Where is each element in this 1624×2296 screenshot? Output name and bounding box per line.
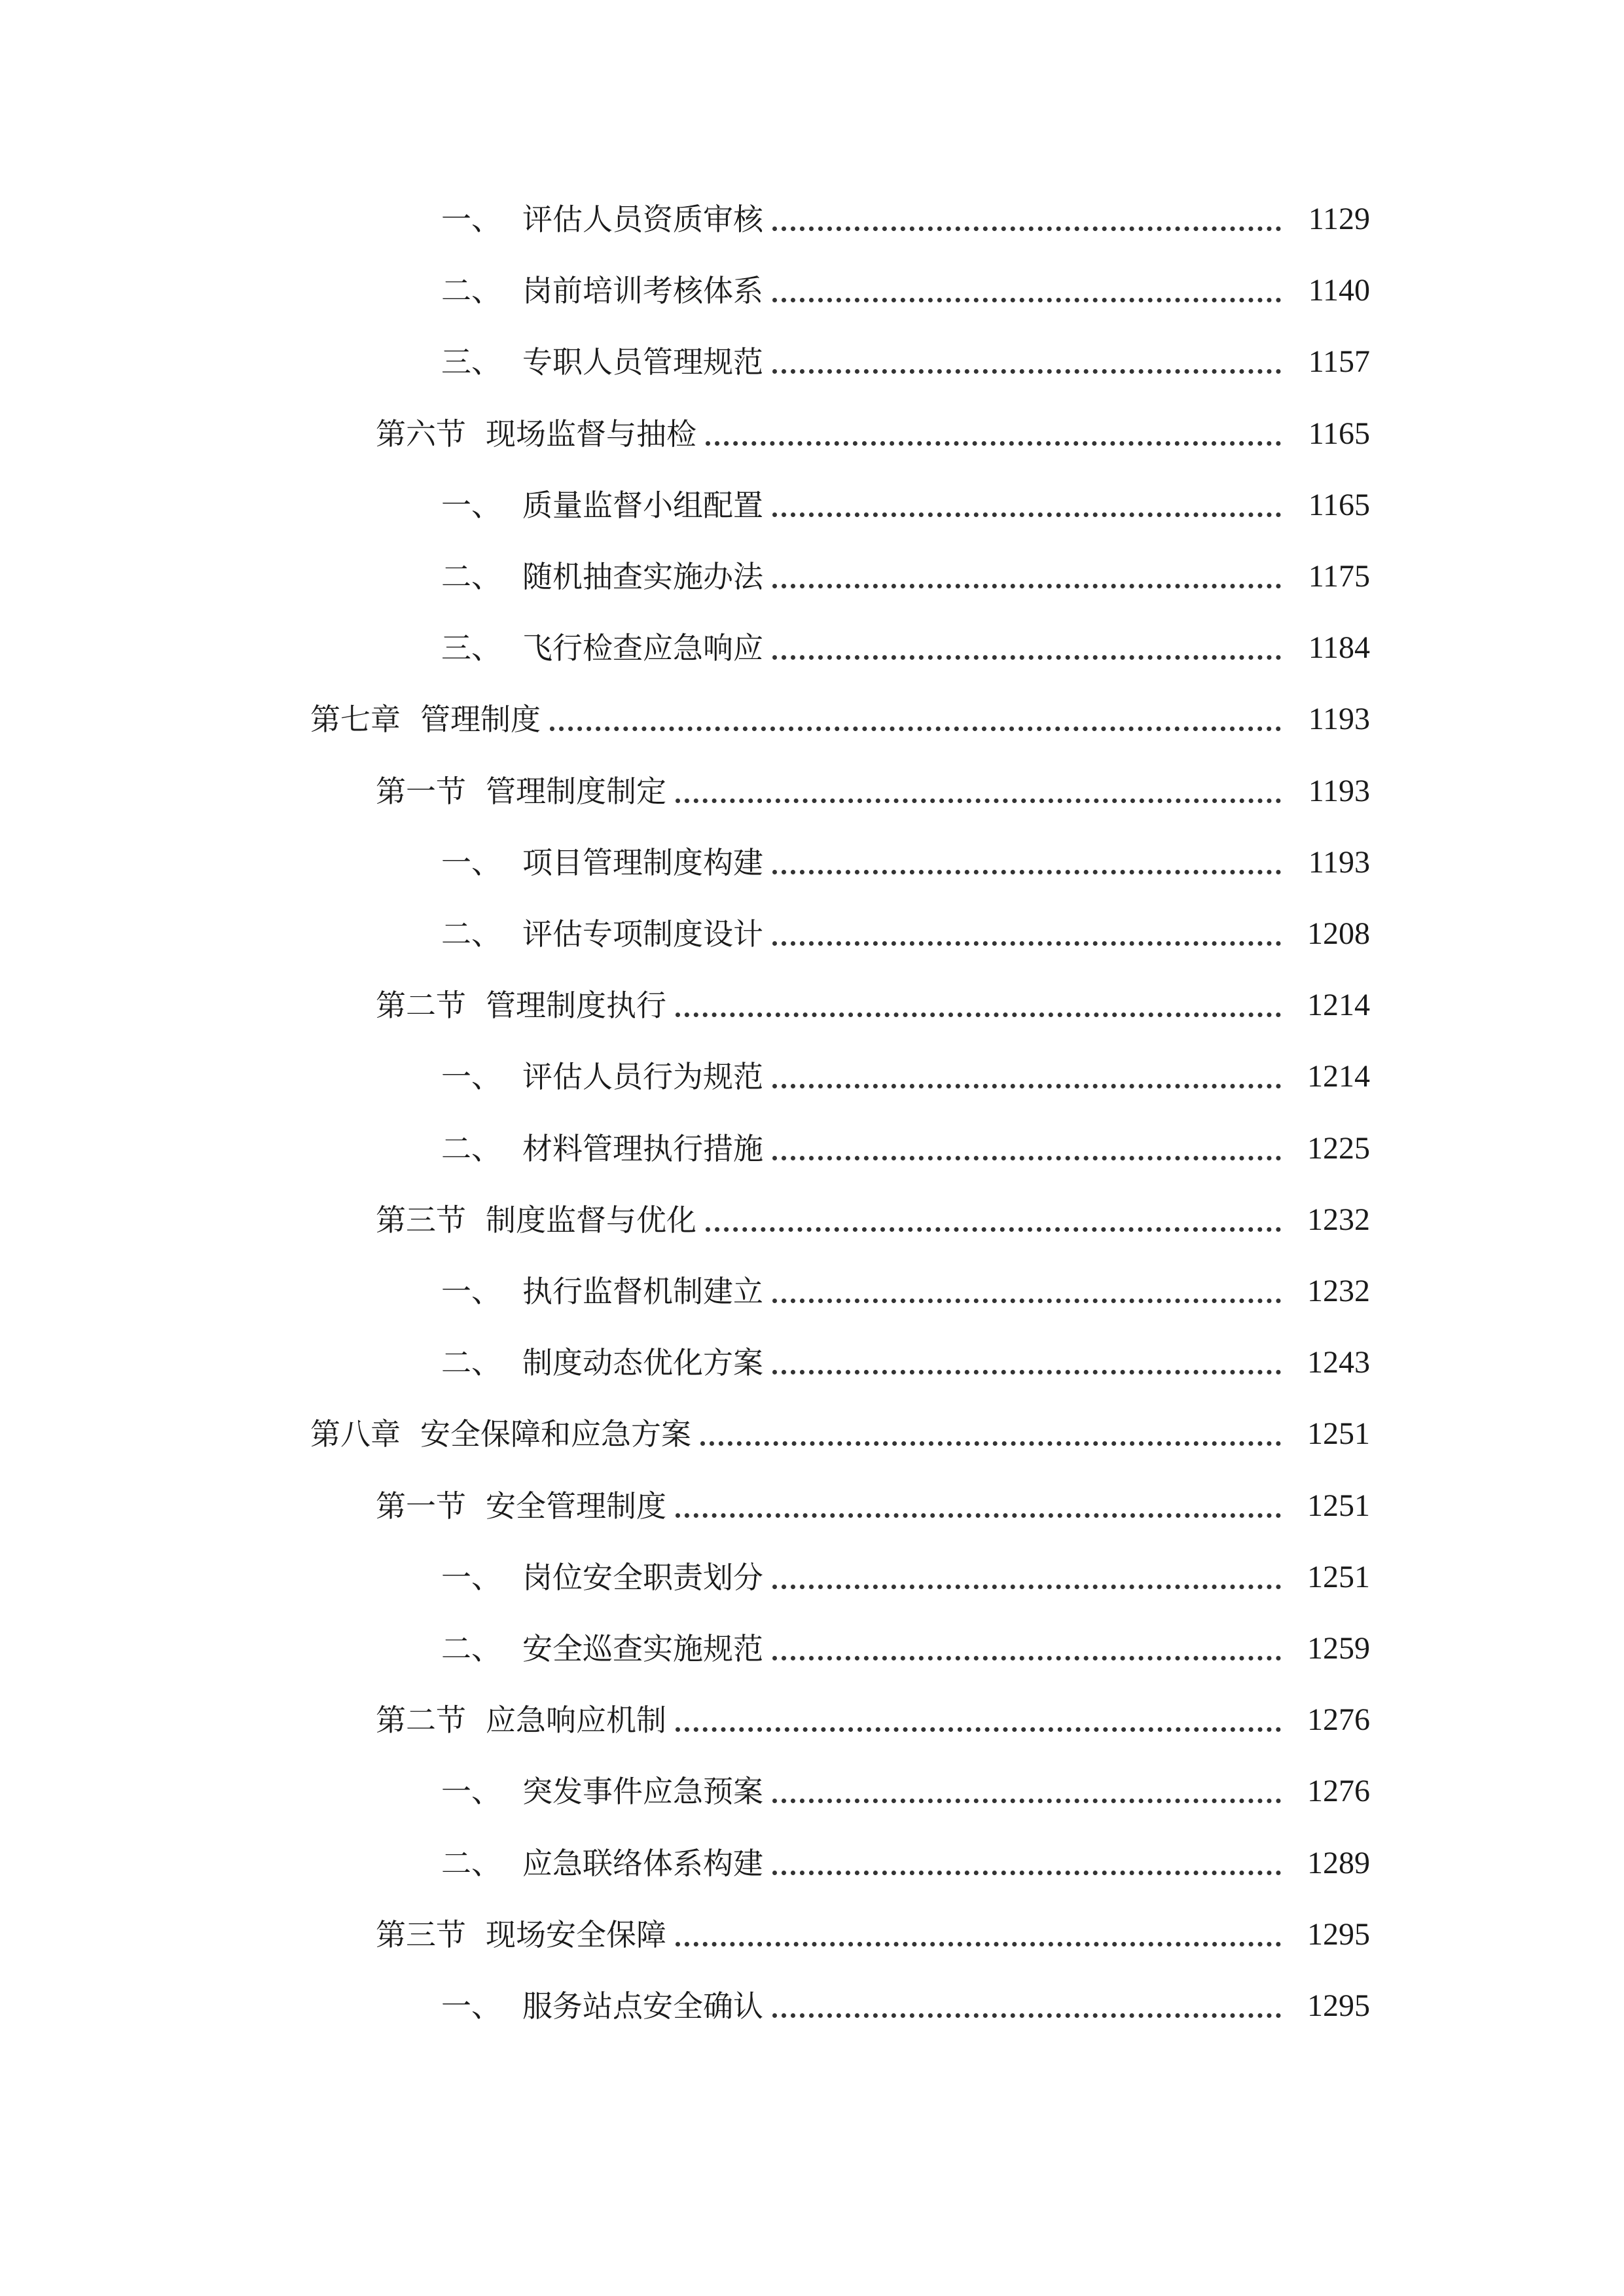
- toc-entry-title: 执行监督机制建立: [522, 1274, 763, 1309]
- toc-entry[interactable]: [0, 1697, 1624, 1743]
- toc-entry-page-number: 1225: [1307, 1131, 1370, 1166]
- toc-entry-page-number: 1295: [1307, 1988, 1370, 2023]
- toc-entry-page-number: 1251: [1307, 1560, 1370, 1594]
- toc-entry-title: 安全巡查实施规范: [522, 1631, 763, 1666]
- toc-entry-title: 突发事件应急预案: [522, 1774, 763, 1809]
- toc-entry-number: 二、: [441, 1345, 501, 1380]
- toc-entry-page-number: 1157: [1308, 344, 1370, 379]
- toc-entry-number: 第六节: [376, 416, 466, 452]
- dot-leader: [772, 1585, 1281, 1589]
- dot-leader: [676, 1727, 1281, 1732]
- toc-entry[interactable]: [0, 196, 1624, 242]
- toc-entry[interactable]: [0, 1554, 1624, 1600]
- toc-entry-number: 第二节: [376, 988, 466, 1023]
- dot-leader: [676, 1942, 1281, 1946]
- toc-entry[interactable]: [0, 696, 1624, 742]
- toc-entry-title: 现场监督与抽检: [486, 416, 696, 452]
- toc-entry-number: 一、: [441, 1774, 501, 1809]
- toc-entry-page-number: 1165: [1308, 488, 1370, 522]
- toc-entry[interactable]: [0, 1197, 1624, 1243]
- toc-entry-title: 评估专项制度设计: [522, 916, 763, 952]
- toc-entry-number: 一、: [441, 1059, 501, 1094]
- toc-entry-number: 第三节: [376, 1917, 466, 1952]
- dot-leader: [706, 1227, 1281, 1232]
- toc-entry-title: 飞行检查应急响应: [522, 630, 763, 666]
- toc-entry-page-number: 1232: [1307, 1274, 1370, 1308]
- toc-entry-number: 第一节: [376, 1488, 466, 1524]
- toc-entry-number: 第七章: [310, 702, 401, 737]
- toc-entry[interactable]: [0, 911, 1624, 957]
- toc-entry[interactable]: [0, 1840, 1624, 1886]
- dot-leader: [772, 1871, 1281, 1875]
- toc-entry-title: 制度动态优化方案: [522, 1345, 763, 1380]
- toc-entry-number: 第二节: [376, 1702, 466, 1738]
- toc-entry-number: 二、: [441, 273, 501, 308]
- toc-entry-page-number: 1193: [1308, 702, 1370, 736]
- toc-entry-page-number: 1251: [1307, 1416, 1370, 1451]
- toc-entry-number: 一、: [441, 845, 501, 880]
- toc-entry[interactable]: [0, 1983, 1624, 2029]
- dot-leader: [550, 726, 1281, 731]
- toc-entry[interactable]: [0, 1054, 1624, 1100]
- toc-entry-title: 服务站点安全确认: [522, 1988, 763, 2024]
- toc-entry[interactable]: [0, 1626, 1624, 1672]
- toc-entry-page-number: 1295: [1307, 1917, 1370, 1952]
- toc-entry-number: 二、: [441, 559, 501, 594]
- toc-entry-number: 三、: [441, 344, 501, 380]
- dot-leader: [772, 1799, 1281, 1803]
- toc-entry-number: 第八章: [310, 1416, 401, 1452]
- toc-entry-page-number: 1140: [1308, 273, 1370, 308]
- toc-entry-title: 制度监督与优化: [486, 1202, 696, 1238]
- toc-entry-number: 二、: [441, 1631, 501, 1666]
- toc-entry-title: 评估人员资质审核: [522, 202, 763, 237]
- dot-leader: [772, 1156, 1281, 1160]
- dot-leader: [772, 298, 1281, 302]
- toc-entry-page-number: 1214: [1307, 1059, 1370, 1094]
- toc-entry-title: 安全管理制度: [486, 1488, 666, 1524]
- dot-leader: [772, 870, 1281, 874]
- toc-entry-number: 一、: [441, 1988, 501, 2024]
- toc-entry-title: 应急响应机制: [486, 1702, 666, 1738]
- toc-entry-title: 管理制度: [420, 702, 541, 737]
- dot-leader: [676, 1513, 1281, 1518]
- toc-entry[interactable]: [0, 1411, 1624, 1457]
- toc-entry-number: 一、: [441, 488, 501, 523]
- toc-entry-number: 第三节: [376, 1202, 466, 1238]
- toc-entry-title: 质量监督小组配置: [522, 488, 763, 523]
- dot-leader: [772, 226, 1281, 231]
- toc-entry[interactable]: [0, 268, 1624, 314]
- dot-leader: [772, 369, 1281, 374]
- toc-entry-page-number: 1276: [1307, 1774, 1370, 1808]
- toc-entry-title: 岗位安全职责划分: [522, 1560, 763, 1595]
- toc-entry-page-number: 1251: [1307, 1488, 1370, 1523]
- toc-entry-title: 应急联络体系构建: [522, 1846, 763, 1881]
- toc-entry[interactable]: [0, 1483, 1624, 1529]
- toc-entry-title: 随机抽查实施办法: [522, 559, 763, 594]
- toc-entry-number: 二、: [441, 916, 501, 952]
- toc-entry-page-number: 1243: [1307, 1345, 1370, 1380]
- toc-entry[interactable]: [0, 1340, 1624, 1386]
- toc-entry-page-number: 1232: [1307, 1202, 1370, 1237]
- toc-entry[interactable]: [0, 554, 1624, 600]
- toc-entry-page-number: 1214: [1307, 988, 1370, 1022]
- toc-entry-page-number: 1276: [1307, 1702, 1370, 1737]
- dot-leader: [676, 798, 1281, 803]
- toc-entry-page-number: 1289: [1307, 1846, 1370, 1880]
- dot-leader: [772, 1370, 1281, 1374]
- toc-entry-title: 评估人员行为规范: [522, 1059, 763, 1094]
- toc-entry-title: 管理制度执行: [486, 988, 666, 1023]
- toc-entry-page-number: 1259: [1307, 1631, 1370, 1666]
- toc-entry[interactable]: [0, 1126, 1624, 1172]
- toc-entry[interactable]: [0, 982, 1624, 1028]
- dot-leader: [772, 941, 1281, 946]
- toc-entry-page-number: 1193: [1308, 845, 1370, 880]
- toc-entry-number: 三、: [441, 630, 501, 666]
- toc-entry-page-number: 1208: [1307, 916, 1370, 951]
- toc-entry-number: 一、: [441, 202, 501, 237]
- dot-leader: [700, 1441, 1281, 1446]
- toc-entry[interactable]: [0, 1768, 1624, 1814]
- toc-entry[interactable]: [0, 1912, 1624, 1958]
- toc-entry-title: 现场安全保障: [486, 1917, 666, 1952]
- toc-entry[interactable]: [0, 768, 1624, 814]
- toc-entry-title: 项目管理制度构建: [522, 845, 763, 880]
- toc-entry-page-number: 1129: [1308, 202, 1370, 236]
- toc-entry[interactable]: [0, 339, 1624, 385]
- toc-entry-page-number: 1165: [1308, 416, 1370, 451]
- toc-entry[interactable]: [0, 482, 1624, 528]
- toc-entry-page-number: 1193: [1308, 774, 1370, 808]
- dot-leader: [772, 1084, 1281, 1088]
- toc-entry-number: 二、: [441, 1131, 501, 1166]
- dot-leader: [772, 584, 1281, 588]
- toc-entry-number: 第一节: [376, 774, 466, 809]
- toc-entry[interactable]: [0, 411, 1624, 457]
- toc-entry[interactable]: [0, 840, 1624, 886]
- dot-leader: [772, 655, 1281, 660]
- toc-entry-title: 专职人员管理规范: [522, 344, 763, 380]
- toc-entry[interactable]: [0, 1268, 1624, 1314]
- toc-entry[interactable]: [0, 625, 1624, 671]
- toc-entry-page-number: 1175: [1308, 559, 1370, 594]
- dot-leader: [706, 441, 1281, 446]
- dot-leader: [772, 1656, 1281, 1660]
- dot-leader: [772, 2013, 1281, 2018]
- toc-entry-page-number: 1184: [1308, 630, 1370, 665]
- toc-entry-number: 一、: [441, 1274, 501, 1309]
- dot-leader: [772, 512, 1281, 517]
- toc-entry-number: 一、: [441, 1560, 501, 1595]
- dot-leader: [772, 1299, 1281, 1303]
- toc-entry-title: 安全保障和应急方案: [420, 1416, 691, 1452]
- toc-entry-title: 管理制度制定: [486, 774, 666, 809]
- toc-entry-title: 岗前培训考核体系: [522, 273, 763, 308]
- dot-leader: [676, 1013, 1281, 1017]
- toc-entry-number: 二、: [441, 1846, 501, 1881]
- toc-entry-title: 材料管理执行措施: [522, 1131, 763, 1166]
